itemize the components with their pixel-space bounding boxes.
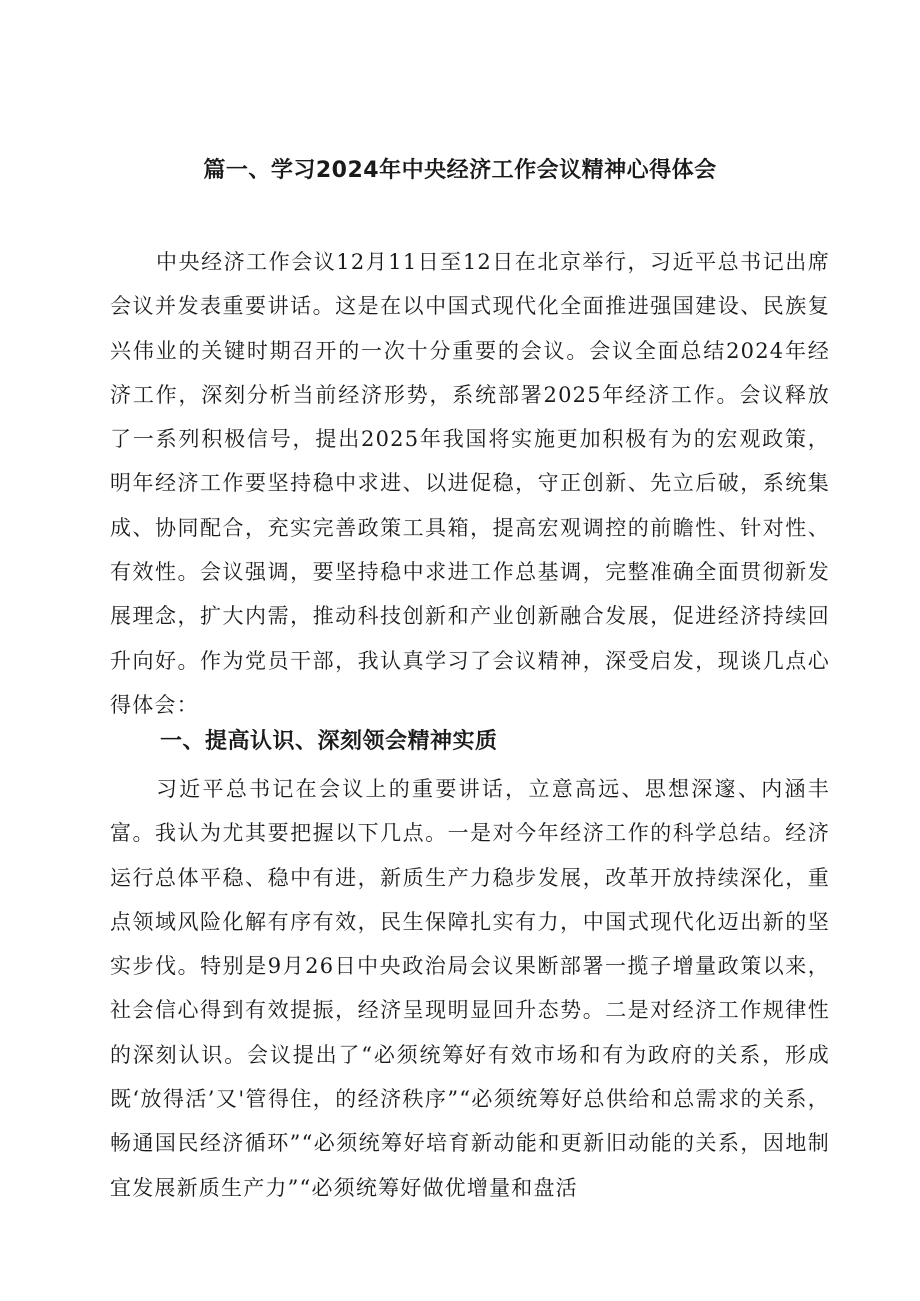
section-heading-1: 一、提高认识、深刻领会精神实质	[160, 729, 498, 754]
paragraph-intro: 中央经济工作会议12月11日至12日在北京举行，习近平总书记出席会议并发表重要讲话。这是在以中国式现代化全面推进强国建设、民族复兴伟业的关键时期召开的一次十分重要的会议。会议全面总结2024年经济工作，深刻分析当前经济形势，系统部署2025年经济工作。会议释放了一系列积极信号，提出2025年我国将实施更加积极有为的宏观政策，明年经济工作要坚持稳中求进、以进促稳，守正创新、先立后破，系统集成、协同配合，充实完善政策工具箱，提高宏观调控的前瞻性、针对性、有效性。会议强调，要坚持稳中求进工作总基调，完整准确全面贯彻新发展理念，扩大内需，推动科技创新和产业创新融合发展，促进经济持续回升向好。作为党员干部，我认真学习了会议精神，深受启发，现谈几点心得体会：	[110, 250, 830, 717]
paragraph-section-1: 习近平总书记在会议上的重要讲话，立意高远、思想深邃、内涵丰富。我认为尤其要把握以下几点。一是对今年经济工作的科学总结。经济运行总体平稳、稳中有进，新质生产力稳步发展，改革开放持续深化，重点领域风险化解有序有效，民生保障扎实有力，中国式现代化迈出新的坚实步伐。特别是9月26日中央政治局会议果断部署一揽子增量政策以来，社会信心得到有效提振，经济呈现明显回升态势。二是对经济工作规律性的深刻认识。会议提出了“必须统筹好有效市场和有为政府的关系，形成既‘放得活’又'管得住，的经济秩序”“必须统筹好总供给和总需求的关系，畅通国民经济循环”“必须统筹好培育新动能和更新旧动能的关系，因地制宜发展新质生产力”“必须统筹好做优增量和盘活	[110, 777, 830, 1200]
document-title: 篇一、学习2024年中央经济工作会议精神心得体会	[203, 158, 717, 183]
